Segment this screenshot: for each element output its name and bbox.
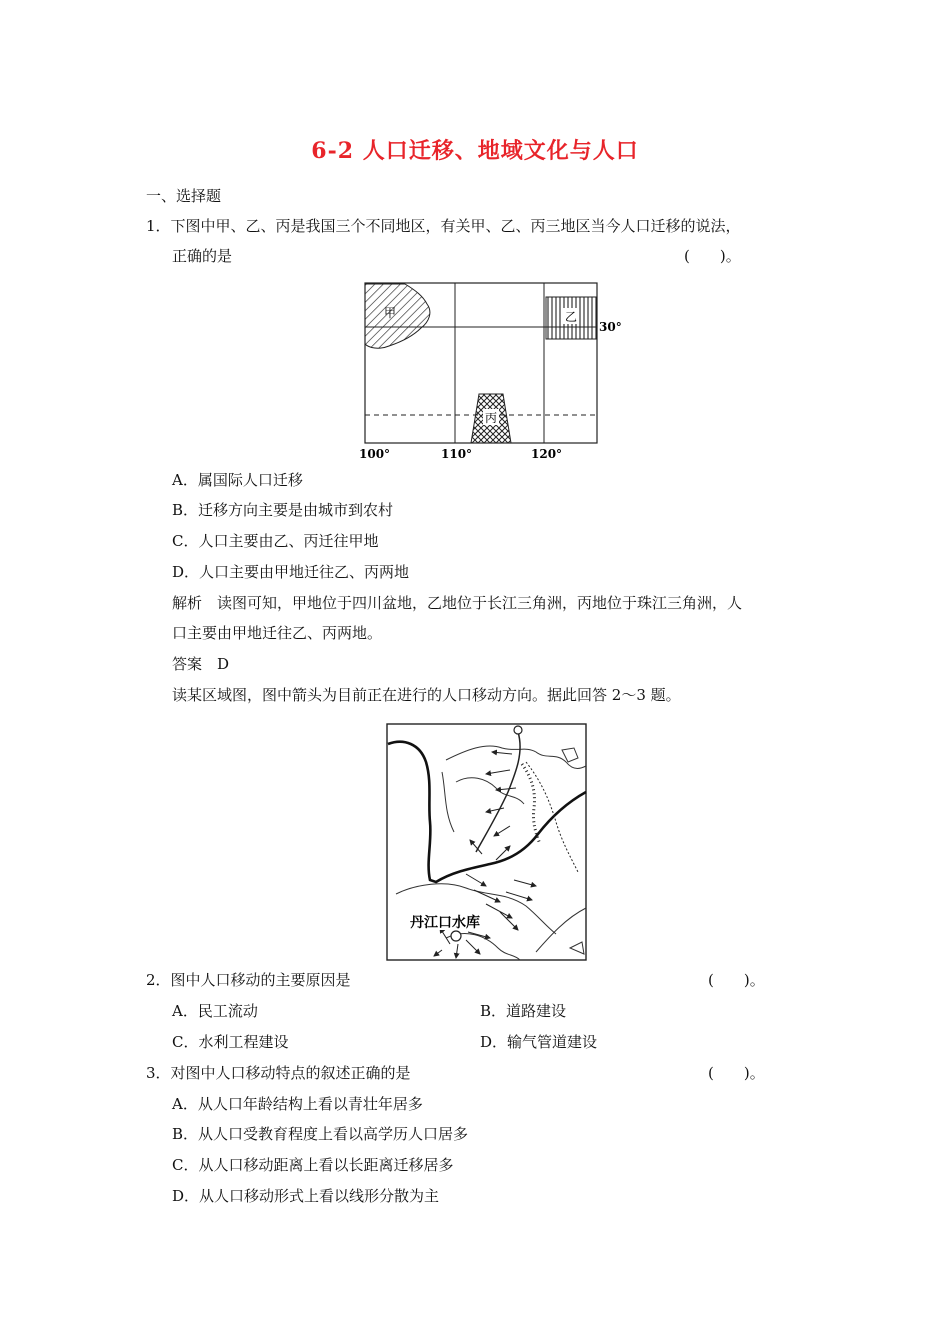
q3-option-a: A．从人口年龄结构上看以青壮年居多 bbox=[172, 1095, 423, 1113]
q3-option-b: B．从人口受教育程度上看以高学历人口居多 bbox=[172, 1125, 469, 1143]
q1-option-d: D．人口主要由甲地迁往乙、丙两地 bbox=[172, 563, 410, 581]
region-bing-label: 丙 bbox=[485, 411, 498, 425]
reservoir-label: 丹江口水库 bbox=[410, 915, 480, 931]
lon-100-label: 100° bbox=[359, 447, 391, 461]
q1-option-b: B．迁移方向主要是由城市到农村 bbox=[172, 501, 394, 519]
section-heading: 一、选择题 bbox=[146, 187, 222, 205]
q1-analysis-line2: 口主要由甲地迁往乙、丙两地。 bbox=[172, 624, 383, 642]
q3-answer-blank: ( )。 bbox=[708, 1064, 765, 1082]
region-yi-label: 乙 bbox=[565, 310, 578, 324]
region-jia-shape bbox=[365, 284, 430, 348]
q2-map-figure bbox=[386, 722, 588, 962]
q3-option-c: C．从人口移动距离上看以长距离迁移居多 bbox=[172, 1156, 454, 1174]
q3-stem: 3．对图中人口移动特点的叙述正确的是 bbox=[146, 1064, 411, 1082]
q3-option-d: D．从人口移动形式上看以线形分散为主 bbox=[172, 1187, 440, 1205]
lat-30-label: 30° bbox=[599, 320, 622, 334]
q1-option-c: C．人口主要由乙、丙迁往甲地 bbox=[172, 532, 379, 550]
q2-option-d: D．输气管道建设 bbox=[480, 1033, 598, 1051]
lon-120-label: 120° bbox=[531, 447, 563, 461]
q2-3-intro: 读某区域图，图中箭头为目前正在进行的人口移动方向。据此回答 2～3 题。 bbox=[172, 686, 681, 704]
q1-option-a: A．属国际人口迁移 bbox=[172, 471, 303, 489]
q1-analysis-line1: 解析 读图可知，甲地位于四川盆地，乙地位于长江三角洲，丙地位于珠江三角洲，人 bbox=[172, 594, 743, 612]
q2-option-a: A．民工流动 bbox=[172, 1002, 258, 1020]
lon-110-label: 110° bbox=[441, 447, 473, 461]
q2-option-b: B．道路建设 bbox=[480, 1002, 567, 1020]
q2-option-c: C．水利工程建设 bbox=[172, 1033, 289, 1051]
q1-answer: 答案 D bbox=[172, 655, 230, 673]
q1-map-figure bbox=[355, 278, 622, 468]
page-title: 6-2 人口迁移、地域文化与人口 bbox=[311, 138, 639, 164]
region-jia-label: 甲 bbox=[384, 306, 397, 320]
q1-stem-line2: 正确的是 bbox=[172, 247, 233, 265]
q1-answer-blank: ( )。 bbox=[684, 247, 741, 265]
q2-answer-blank: ( )。 bbox=[708, 971, 765, 989]
q2-stem: 2．图中人口移动的主要原因是 bbox=[146, 971, 351, 989]
q1-stem-line1: 1．下图中甲、乙、丙是我国三个不同地区，有关甲、乙、丙三地区当今人口迁移的说法， bbox=[146, 217, 741, 235]
